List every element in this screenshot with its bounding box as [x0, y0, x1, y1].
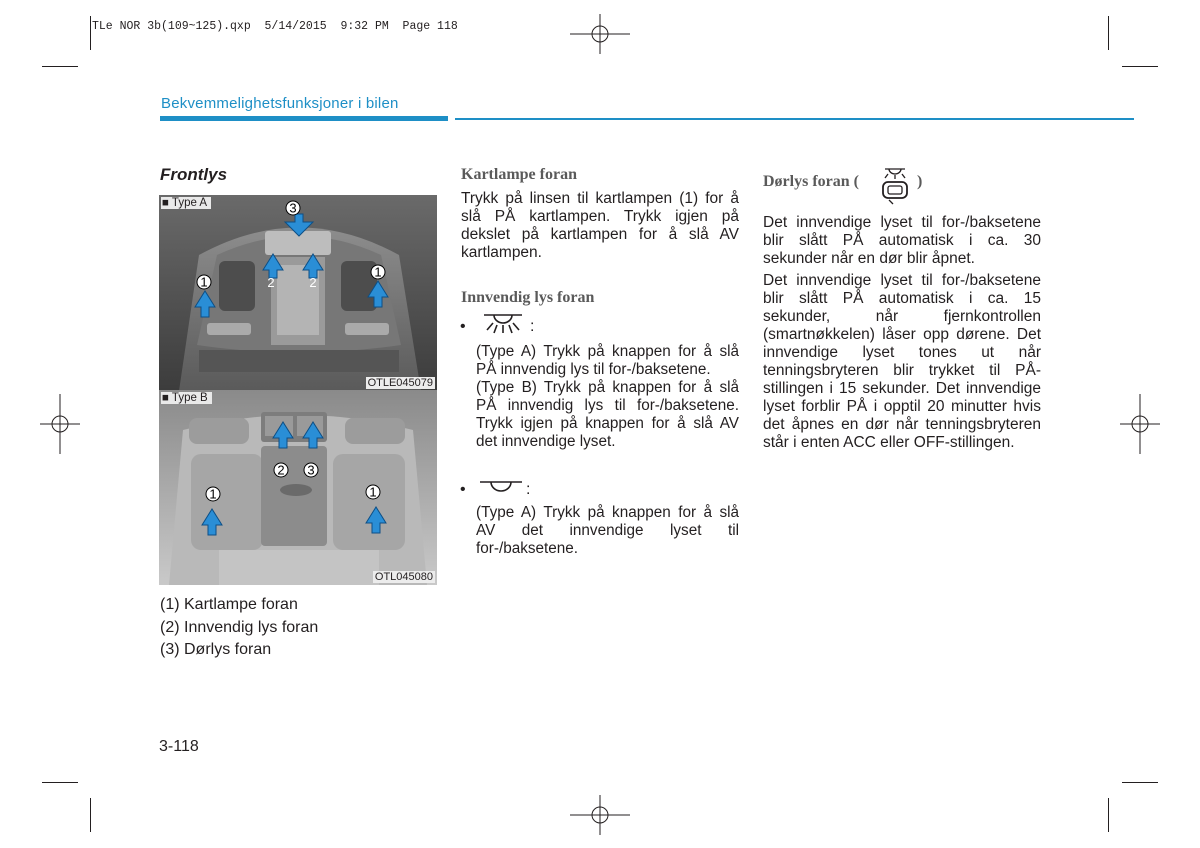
bullet-light-off-text	[476, 504, 739, 558]
legend-item: (2) Innvendig lys foran	[160, 618, 319, 636]
figure-type-b	[159, 390, 437, 585]
type-b-label: ■ Type B	[161, 392, 212, 404]
section-rule-thin	[455, 118, 1134, 120]
callout-2-left: 2	[267, 275, 275, 290]
arrow-up-1-right	[368, 281, 388, 307]
figure-a-code: OTLE045079	[367, 377, 433, 389]
legend-item: (3) Dørlys foran	[160, 641, 272, 658]
callout-2: 2	[277, 462, 285, 478]
interior-light-on-icon	[480, 313, 526, 337]
bullet-colon: :	[530, 318, 535, 335]
door-light-icon	[877, 166, 913, 206]
interior-light-off-icon	[478, 479, 524, 499]
frontlys-heading: Frontlys	[160, 165, 228, 184]
type-a-text: (Type A) Trykk på knappen for å slå PÅ innvendig lys til for-/baksetene.	[476, 343, 739, 378]
print-header: TLe NOR 3b(109~125).qxp 5/14/2015 9:32 PM Page 118	[92, 20, 458, 33]
figure-legend	[160, 594, 318, 662]
arrow-up-1-right	[366, 507, 386, 533]
figure-a-callouts	[159, 195, 437, 391]
bullet-light-off	[460, 479, 740, 503]
registration-mark-bottom	[570, 795, 630, 835]
type-a-off-text: (Type A) Trykk på knappen for å slå AV det innvendige lyset til for-/baksetene.	[476, 504, 739, 557]
callout-2-right: 2	[309, 275, 317, 290]
registration-mark-top	[570, 14, 630, 54]
figure-b-code: OTL045080	[374, 571, 433, 583]
type-a-label: ■ Type A	[161, 197, 211, 209]
figure-type-a	[159, 195, 437, 391]
kartlampe-text: Trykk på linsen til kartlampen (1) for å slå PÅ kartlampen. Trykk igjen på dekslet på kartlampen for å slå AV kartlampen.	[461, 190, 739, 261]
bullet-marker: •	[460, 318, 466, 335]
legend-item: (1) Kartlampe foran	[160, 596, 298, 613]
callout-1-right: 1	[374, 264, 382, 280]
bullet-marker: •	[460, 481, 466, 498]
callout-1-right: 1	[369, 484, 377, 500]
bullet-light-on	[460, 316, 740, 340]
page-number: 3-118	[159, 738, 199, 755]
arrow-up-1-left	[202, 509, 222, 535]
registration-mark-right	[1120, 394, 1160, 454]
dorlys-para-2: Det innvendige lyset til for-/baksetene blir slått PÅ automatisk i ca. 15 sekunder, når fjernkontrollen (smartnøkkelen) låser opp dørene. Det innvendige lyset tones ut når tenningsbryteren blir trykket til PÅ-stillingen i 15 sekunder. Det innvendige lyset forblir PÅ i opptil 20 minutter hvis det åpnes en dør når tenningsbryteren står i enten ACC eller OFF-stillingen.	[763, 272, 1041, 451]
bullet-colon: :	[526, 481, 531, 498]
callout-3: 3	[289, 200, 297, 216]
callout-1-left: 1	[209, 486, 217, 502]
arrow-down-3	[285, 214, 313, 236]
dorlys-text	[763, 214, 1041, 452]
dorlys-heading-close: )	[917, 173, 923, 190]
registration-mark-left	[40, 394, 80, 454]
callout-1-left: 1	[200, 274, 208, 290]
kartlampe-heading: Kartlampe foran	[461, 166, 577, 183]
section-rule-thick	[160, 116, 448, 121]
dorlys-para-1: Det innvendige lyset til for-/baksetene blir slått PÅ automatisk i ca. 30 sekunder når en dør blir åpnet.	[763, 214, 1041, 267]
dorlys-heading: Dørlys foran (	[763, 173, 859, 190]
arrow-up-3	[303, 422, 323, 448]
figure-b-callouts	[159, 390, 437, 585]
type-b-text: (Type B) Trykk på knappen for å slå PÅ innvendig lys til for-/baksetene. Trykk igjen på knappen for å slå AV det innvendige lyset.	[476, 379, 739, 450]
callout-3: 3	[307, 462, 315, 478]
bullet-light-on-text	[476, 343, 739, 451]
arrow-up-2	[273, 422, 293, 448]
innvendig-heading: Innvendig lys foran	[461, 289, 595, 306]
arrow-up-1-left	[195, 291, 215, 317]
section-title: Bekvemmelighetsfunksjoner i bilen	[161, 95, 399, 112]
